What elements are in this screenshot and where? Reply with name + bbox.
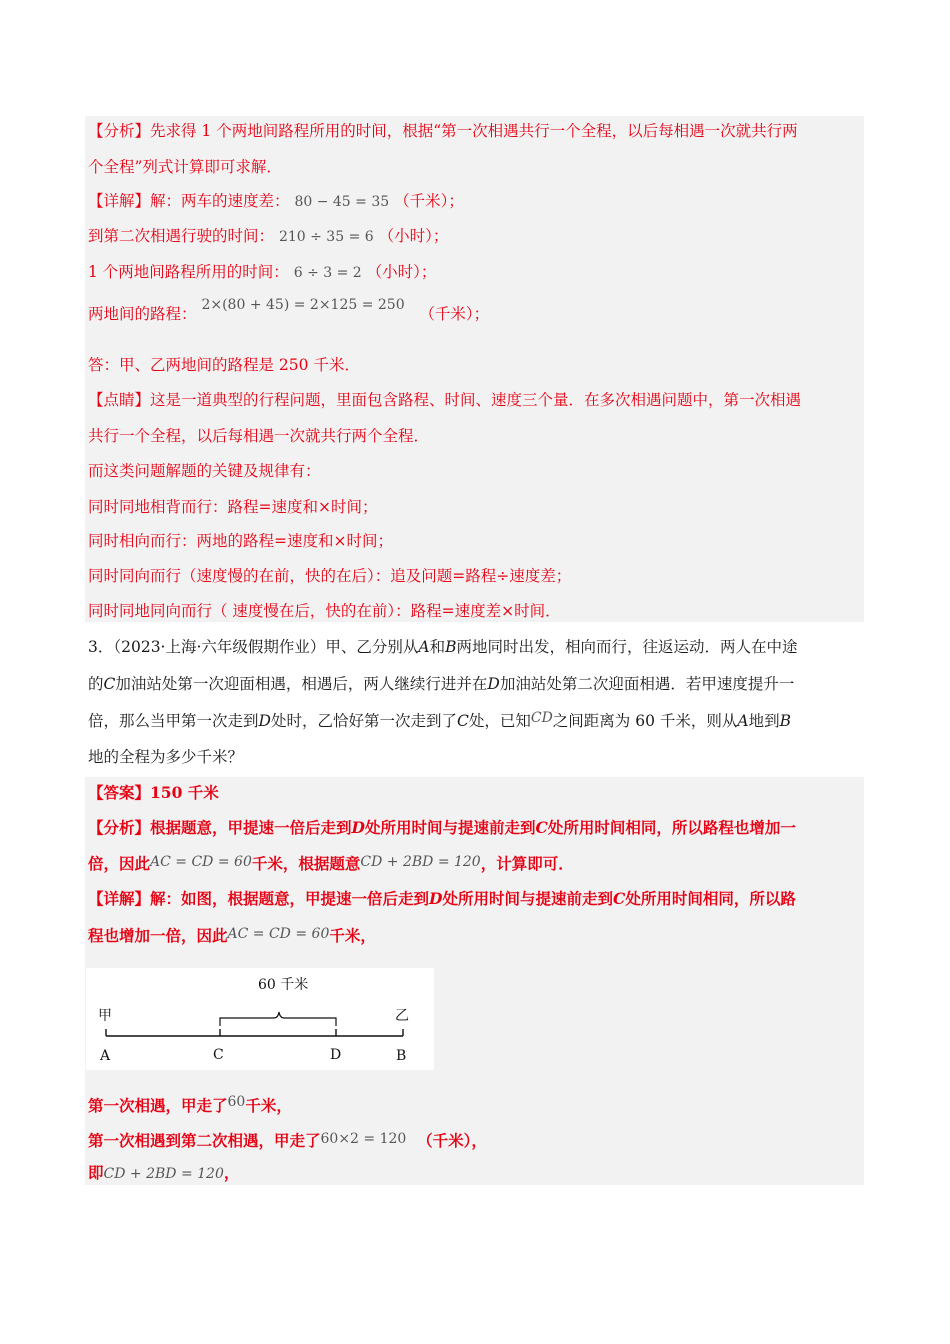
equation-line: 即CD + 2BD = 120， (88, 1163, 240, 1182)
point-A-label: A (100, 1048, 111, 1064)
point-line-2: 共行一个全程，以后每相遇一次就共行两个全程． (88, 427, 430, 445)
rule-intro: 而这类问题解题的关键及规律有： (88, 462, 321, 480)
point-line-1: 【点睛】这是一道典型的行程问题，里面包含路程、时间、速度三个量．在多次相遇问题中，第一次相遇 (88, 391, 802, 409)
question3-line-1: 3．（2023·上海·六年级假期作业）甲、乙分别从A和B两地同时出发，相向而行，往返运动．两人在中途 (88, 638, 798, 656)
answer-150: 【答案】150 千米 (88, 783, 219, 802)
detail-speed-diff: 【详解】解：两车的速度差： 80 − 45 = 35 （千米）； (88, 192, 464, 210)
analysis-line-2: 个全程”列式计算即可求解． (88, 158, 282, 176)
answer-line: 答：甲、乙两地间的路程是 250 千米． (88, 356, 360, 374)
math-distance: 2×(80 + 45) = 2×125 = 250 (201, 297, 405, 313)
analysis2-line-1: 【分析】根据题意，甲提速一倍后走到D处所用时间与提速前走到C处所用时间相同，所以路程也增加一 (88, 818, 796, 837)
label-jia: 甲 (98, 1008, 112, 1024)
point-D-label: D (330, 1047, 342, 1063)
detail2-line-1: 【详解】解：如图，根据题意，甲提速一倍后走到D处所用时间与提速前走到C处所用时间相同，所以路 (88, 889, 796, 908)
math-time: 210 ÷ 35 = 6 (278, 229, 374, 245)
second-meet-line: 第一次相遇到第二次相遇，甲走了60×2 = 120 （千米）， (88, 1131, 487, 1150)
distance-diagram-svg (86, 968, 434, 1070)
math-speed-diff: 80 − 45 = 35 (294, 194, 390, 210)
brace-shape (220, 1012, 336, 1026)
detail-distance: 两地间的路程： 2×(80 + 45) = 2×125 = 250 （千米）； (88, 297, 490, 323)
label-yi: 乙 (395, 1008, 409, 1024)
brace-label: 60 千米 (258, 977, 309, 993)
point-B-label: B (396, 1048, 407, 1064)
detail-second-meet-time: 到第二次相遇行驶的时间： 210 ÷ 35 = 6 （小时）； (88, 227, 449, 245)
question3-line-2: 的C加油站处第一次迎面相遇，相遇后，两人继续行进并在D加油站处第二次迎面相遇．若甲速度提升一 (88, 675, 795, 693)
math-one-trip: 6 ÷ 3 = 2 (293, 265, 362, 281)
question3-line-4: 地的全程为多少千米？ (88, 748, 244, 766)
analysis-line-1: 【分析】先求得 1 个两地间路程所用的时间，根据“第一次相遇共行一个全程，以后每相遇一次就共行两 (88, 122, 798, 140)
question3-line-3: 倍，那么当甲第一次走到D处时，乙恰好第一次走到了C处，已知CD之间距离为 60 千米，则从A地到B (88, 710, 791, 730)
rule-2: 同时相向而行：两地的路程=速度和×时间； (88, 532, 393, 550)
rule-4: 同时同地同向而行（ 速度慢在后，快的在前）：路程=速度差×时间． (88, 602, 561, 620)
rule-1: 同时同地相背而行：路程=速度和×时间； (88, 498, 378, 516)
analysis2-line-2: 倍，因此AC = CD = 60千米，根据题意CD + 2BD = 120，计算即可． (88, 854, 574, 873)
point-C-label: C (213, 1047, 224, 1063)
distance-diagram (86, 968, 434, 1070)
first-meet-line: 第一次相遇，甲走了60千米， (88, 1094, 292, 1115)
rule-3: 同时同向而行（速度慢的在前，快的在后）：追及问题=路程÷速度差； (88, 567, 572, 585)
detail2-line-2: 程也增加一倍，因此AC = CD = 60千米， (88, 926, 376, 945)
detail-one-trip-time: 1 个两地间路程所用的时间： 6 ÷ 3 = 2 （小时）； (88, 263, 437, 281)
